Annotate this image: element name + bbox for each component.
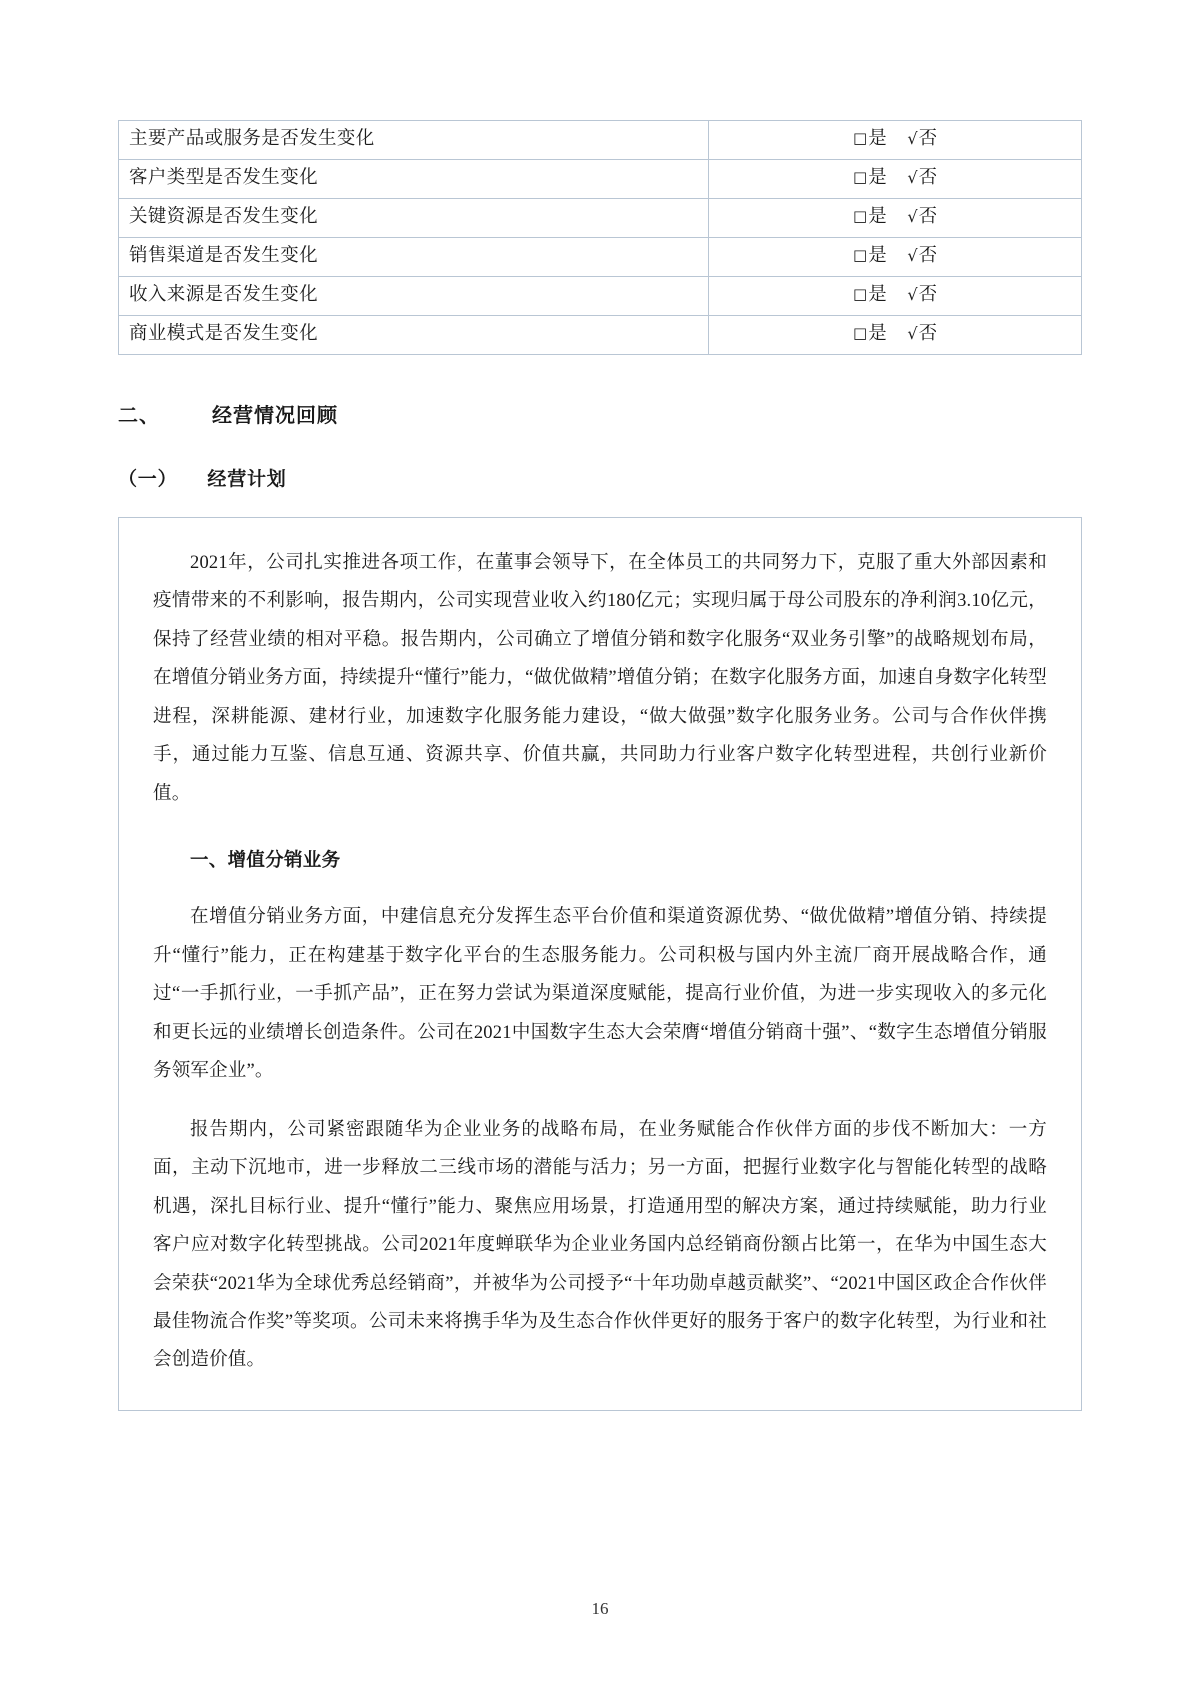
row-label: 客户类型是否发生变化 [119, 160, 709, 199]
subsection-title: 经营计划 [207, 469, 287, 490]
table-row [119, 238, 1082, 277]
checkmark-icon[interactable]: √ [907, 323, 918, 343]
row-options [709, 160, 1082, 199]
option-no[interactable] [907, 205, 937, 230]
option-no[interactable] [907, 166, 937, 191]
paragraph-1: 2021年，公司扎实推进各项工作，在董事会领导下，在全体员工的共同努力下，克服了重大外部因素和疫情带来的不利影响，报告期内，公司实现营业收入约180亿元；实现归属于母公司股东的净利润3.10亿元，保持了经营业绩的相对平稳。报告期内，公司确立了增值分销和数字化服务“双业务引擎”的战略规划布局，在增值分销业务方面，持续提升“懂行”能力，“做优做精”增值分销；在数字化服务方面，加速自身数字化转型进程，深耕能源、建材行业，加速数字化服务能力建设，“做大做强”数字化服务业务。公司与合作伙伴携手，通过能力互鉴、信息互通、资源共享、价值共赢，共同助力行业客户数字化转型进程，共创行业新价值。 [153, 553, 1047, 804]
checkbox-empty-icon[interactable]: □ [853, 206, 868, 225]
option-yes[interactable] [853, 166, 887, 191]
checkbox-empty-icon[interactable]: □ [853, 128, 868, 147]
option-group [845, 283, 945, 308]
checkbox-empty-icon[interactable]: □ [853, 323, 868, 342]
option-no[interactable] [907, 244, 937, 269]
page-number: 16 [591, 1599, 609, 1618]
checkmark-icon[interactable]: √ [907, 167, 918, 187]
checkmark-icon[interactable]: √ [907, 245, 918, 265]
checkbox-empty-icon[interactable]: □ [853, 245, 868, 264]
row-options [709, 238, 1082, 277]
row-label: 主要产品或服务是否发生变化 [119, 121, 709, 160]
table-row [119, 199, 1082, 238]
option-yes-label: 是 [868, 167, 887, 188]
table-row [119, 121, 1082, 160]
option-group [845, 322, 945, 347]
row-label: 关键资源是否发生变化 [119, 199, 709, 238]
option-group [845, 127, 945, 152]
paragraph-subheading-1: 一、增值分销业务 [190, 851, 341, 872]
checkmark-icon[interactable]: √ [907, 128, 918, 148]
subsection-number: （一） [118, 469, 178, 490]
business-change-table [118, 120, 1082, 355]
option-yes-label: 是 [868, 128, 887, 149]
option-yes[interactable] [853, 244, 887, 269]
option-yes-label: 是 [868, 245, 887, 266]
section-number: 二、 [118, 405, 160, 427]
row-options [709, 199, 1082, 238]
subsection-heading [118, 464, 1082, 491]
option-no-label: 否 [918, 167, 938, 188]
option-no-label: 否 [918, 128, 938, 149]
option-no[interactable] [907, 322, 937, 347]
table-row [119, 160, 1082, 199]
option-no-label: 否 [918, 206, 938, 227]
section-title: 经营情况回顾 [212, 405, 338, 427]
option-group [845, 205, 945, 230]
row-options [709, 316, 1082, 355]
row-label: 销售渠道是否发生变化 [119, 238, 709, 277]
table-row [119, 277, 1082, 316]
section-heading [118, 399, 1082, 428]
row-options [709, 277, 1082, 316]
row-options [709, 121, 1082, 160]
body-content-box [118, 517, 1082, 1411]
option-no[interactable] [907, 127, 937, 152]
checkmark-icon[interactable]: √ [907, 206, 918, 226]
row-label: 商业模式是否发生变化 [119, 316, 709, 355]
checkbox-empty-icon[interactable]: □ [853, 284, 868, 303]
option-yes[interactable] [853, 127, 887, 152]
option-group [845, 244, 945, 269]
table-row [119, 316, 1082, 355]
option-no[interactable] [907, 283, 937, 308]
option-yes[interactable] [853, 283, 887, 308]
option-group [845, 166, 945, 191]
checkbox-empty-icon[interactable]: □ [853, 167, 868, 186]
table-body [119, 121, 1082, 355]
row-label: 收入来源是否发生变化 [119, 277, 709, 316]
option-no-label: 否 [918, 245, 938, 266]
checkmark-icon[interactable]: √ [907, 284, 918, 304]
option-yes[interactable] [853, 205, 887, 230]
option-no-label: 否 [918, 323, 938, 344]
option-yes-label: 是 [868, 284, 887, 305]
option-no-label: 否 [918, 284, 938, 305]
option-yes-label: 是 [868, 206, 887, 227]
option-yes-label: 是 [868, 323, 887, 344]
paragraph-3: 报告期内，公司紧密跟随华为企业业务的战略布局，在业务赋能合作伙伴方面的步伐不断加大：一方面，主动下沉地市，进一步释放二三线市场的潜能与活力；另一方面，把握行业数字化与智能化转型的战略机遇，深扎目标行业、提升“懂行”能力、聚焦应用场景，打造通用型的解决方案，通过持续赋能，助力行业客户应对数字化转型挑战。公司2021年度蝉联华为企业业务国内总经销商份额占比第一，在华为中国生态大会荣获“2021华为全球优秀总经销商”，并被华为公司授予“十年功勋卓越贡献奖”、“2021中国区政企合作伙伴最佳物流合作奖”等奖项。公司未来将携手华为及生态合作伙伴更好的服务于客户的数字化转型，为行业和社会创造价值。 [153, 1119, 1047, 1371]
paragraph-2: 在增值分销业务方面，中建信息充分发挥生态平台价值和渠道资源优势、“做优做精”增值分销、持续提升“懂行”能力，正在构建基于数字化平台的生态服务能力。公司积极与国内外主流厂商开展战略合作，通过“一手抓行业，一手抓产品”，正在努力尝试为渠道深度赋能，提高行业价值，为进一步实现收入的多元化和更长远的业绩增长创造条件。公司在2021中国数字生态大会荣膺“增值分销商十强”、“数字生态增值分销服务领军企业”。 [153, 907, 1047, 1082]
option-yes[interactable] [853, 322, 887, 347]
